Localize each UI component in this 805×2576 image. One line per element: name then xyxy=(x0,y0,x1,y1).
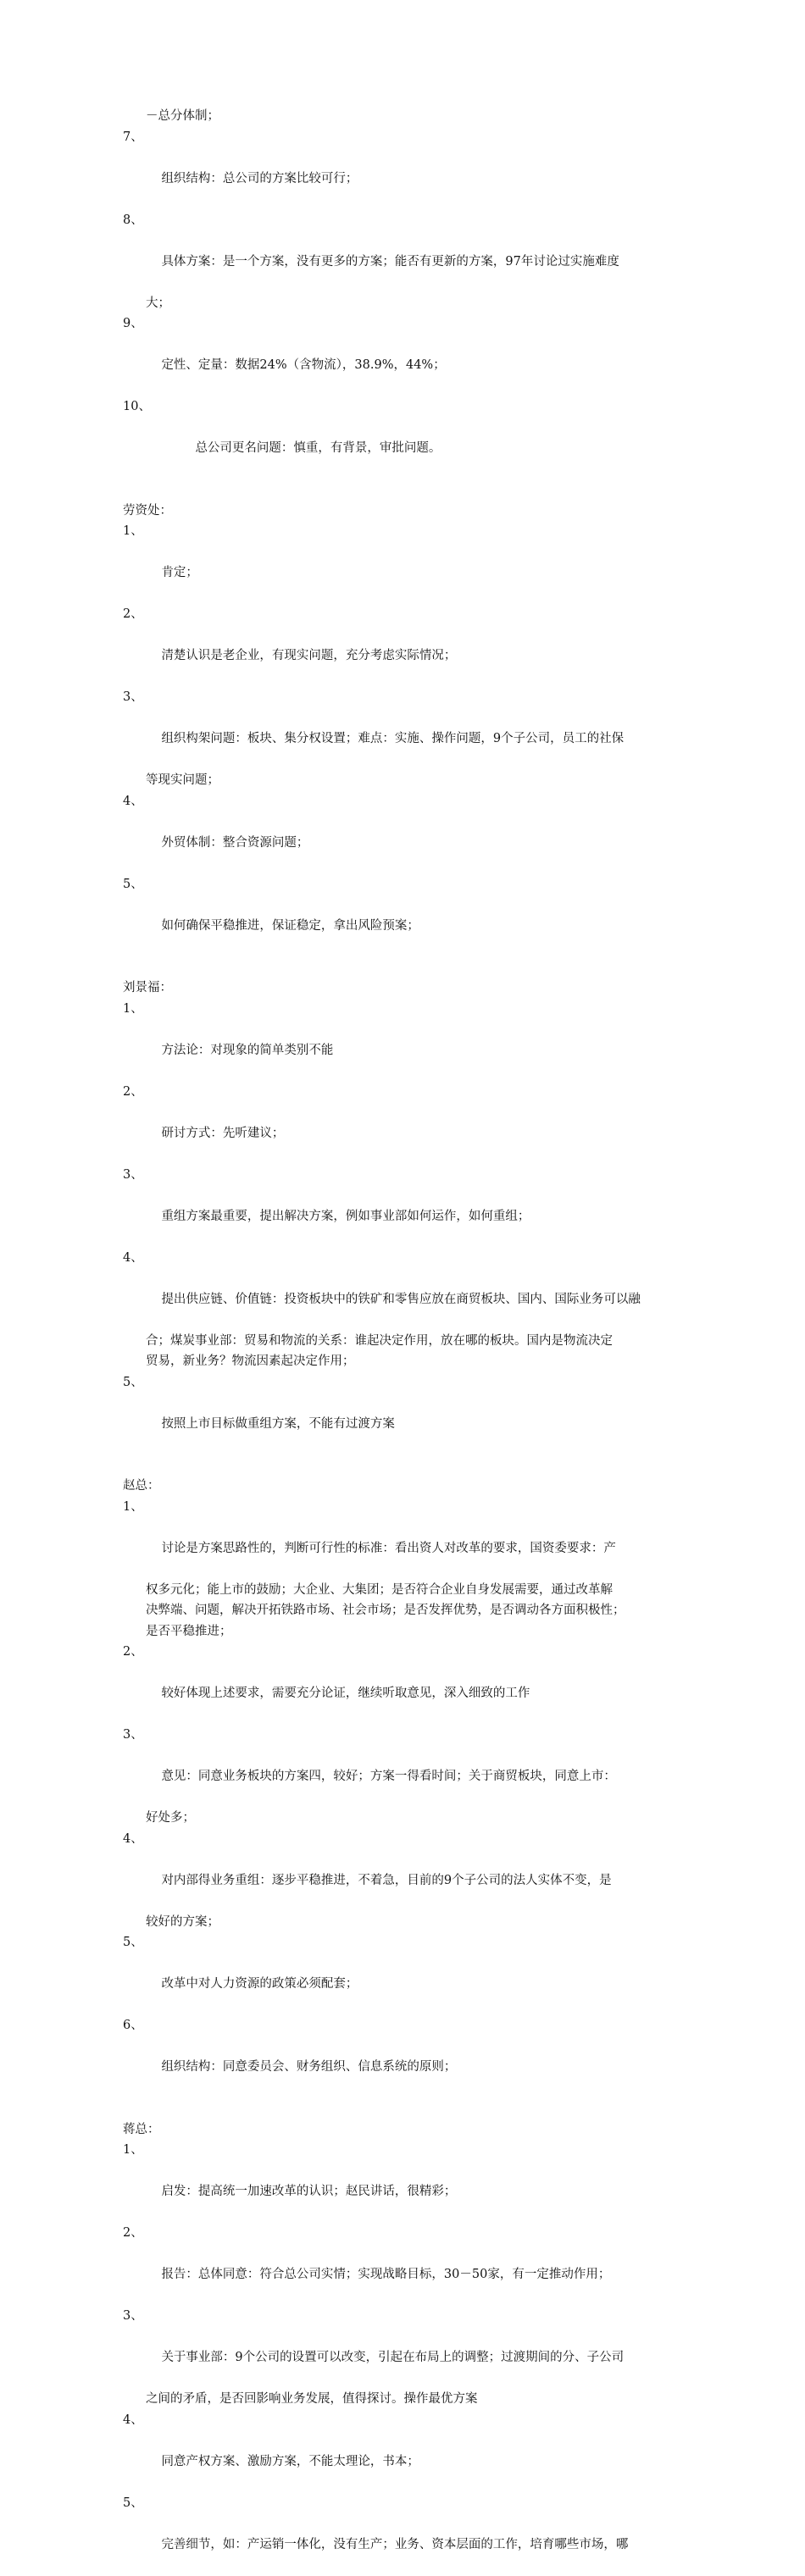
item-number: 2、 xyxy=(123,607,143,621)
item-number: 2、 xyxy=(123,1645,143,1659)
list-item xyxy=(123,1248,692,1331)
item-text: 对内部得业务重组：逐步平稳推进，不着急，目前的9个子公司的法人实体不变，是 xyxy=(161,1873,612,1887)
item-continuation: 之间的矛盾，是否回影响业务发展，值得探讨。操作最优方案 xyxy=(146,2392,478,2406)
item-continuation: 好处多； xyxy=(146,1811,195,1825)
section-heading: 蒋总： xyxy=(123,2122,160,2136)
item-number: 3、 xyxy=(123,690,143,704)
list-item xyxy=(123,2410,692,2493)
item-number: 10、 xyxy=(123,400,151,413)
item-continuation: 较好的方案； xyxy=(146,1914,219,1929)
item-number: 4、 xyxy=(123,2413,143,2427)
item-text: 研讨方式：先听建议； xyxy=(161,1126,285,1140)
item-text: 组织结构：总公司的方案比较可行； xyxy=(161,171,358,186)
section-heading: 赵总： xyxy=(123,1479,160,1493)
item-number: 4、 xyxy=(123,1250,143,1265)
item-text: 按照上市目标做重组方案，不能有过渡方案 xyxy=(161,1416,395,1431)
list-item xyxy=(123,604,692,687)
item-text: 同意产权方案、激励方案，不能太理论，书本； xyxy=(161,2454,419,2468)
intro-continuation: －总分体制； xyxy=(146,109,219,123)
list-item xyxy=(123,1725,692,1808)
item-number: 2、 xyxy=(123,2226,143,2240)
item-number: 5、 xyxy=(123,877,143,891)
item-text: 关于事业部：9个公司的设置可以改变，引起在布局上的调整；过渡期间的分、子公司 xyxy=(161,2351,625,2364)
item-number: 3、 xyxy=(123,2309,143,2323)
list-item xyxy=(123,2140,692,2223)
item-text: 外贸体制：整合资源问题； xyxy=(161,835,309,850)
item-text: 较好体现上述要求，需要充分论证，继续听取意见，深入细致的工作 xyxy=(161,1687,530,1700)
item-continuation: 决弊端、问题，解决开拓铁路市场、社会市场；是否发挥优势，是否调动各方面积极性； xyxy=(146,1604,625,1617)
list-item xyxy=(123,2493,692,2576)
section-heading: 刘景福： xyxy=(123,981,172,994)
list-item xyxy=(123,396,692,479)
document-body xyxy=(123,106,692,2576)
item-continuation: 贸易，新业务？物流因素起决定作用； xyxy=(146,1354,355,1368)
item-text: 清楚认识是老企业，有现实问题，充分考虑实际情况； xyxy=(161,649,457,662)
item-number: 5、 xyxy=(123,2496,143,2510)
item-continuation: 合；煤炭事业部：贸易和物流的关系：谁起决定作用，放在哪的板块。国内是物流决定 xyxy=(146,1333,613,1348)
list-item xyxy=(123,1165,692,1248)
list-item xyxy=(123,999,692,1082)
item-text: 意见：同意业务板块的方案四，较好；方案一得看时间；关于商贸板块，同意上市： xyxy=(161,1770,616,1783)
list-item xyxy=(123,791,692,874)
item-number: 5、 xyxy=(123,1936,143,1949)
item-text: 如何确保平稳推进，保证稳定，拿出风险预案； xyxy=(161,918,419,933)
list-item xyxy=(123,127,692,210)
item-number: 5、 xyxy=(123,1375,143,1389)
item-number: 9、 xyxy=(123,317,143,330)
list-item xyxy=(123,1829,692,1912)
item-text: 肯定； xyxy=(161,566,198,579)
item-number: 1、 xyxy=(123,1001,143,1016)
item-text: 具体方案：是一个方案，没有更多的方案；能否有更新的方案，97年讨论过实施难度 xyxy=(161,254,619,269)
item-number: 1、 xyxy=(123,1499,143,1514)
item-number: 7、 xyxy=(123,130,143,144)
item-text: 方法论：对现象的简单类别不能 xyxy=(161,1043,334,1057)
item-continuation: 等现实问题； xyxy=(146,773,219,787)
list-item xyxy=(123,210,692,293)
item-text: 讨论是方案思路性的，判断可行性的标准：看出资人对改革的要求，国资委要求：产 xyxy=(161,1541,616,1555)
item-text: 重组方案最重要，提出解决方案，例如事业部如何运作，如何重组； xyxy=(161,1209,530,1223)
section-heading: 劳资处： xyxy=(123,503,172,518)
item-number: 3、 xyxy=(123,1728,143,1742)
item-number: 1、 xyxy=(123,524,143,538)
list-item xyxy=(123,687,692,770)
item-number: 8、 xyxy=(123,213,143,227)
list-item xyxy=(123,2015,692,2098)
item-text: 总公司更名问题：慎重，有背景，审批问题。 xyxy=(195,441,441,455)
item-continuation: 是否平稳推进； xyxy=(146,1624,232,1638)
item-number: 6、 xyxy=(123,2019,143,2032)
item-number: 4、 xyxy=(123,794,143,808)
list-item xyxy=(123,1497,692,1580)
list-item xyxy=(123,2223,692,2306)
item-text: 启发：提高统一加速改革的认识；赵民讲话，很精彩； xyxy=(161,2185,457,2198)
item-number: 2、 xyxy=(123,1084,143,1099)
item-text: 定性、定量：数据24%（含物流），38.9%，44%； xyxy=(161,358,446,372)
item-number: 4、 xyxy=(123,1831,143,1846)
list-item xyxy=(123,313,692,396)
item-text: 提出供应链、价值链：投资板块中的铁矿和零售应放在商贸板块、国内、国际业务可以融 xyxy=(161,1292,641,1306)
list-item xyxy=(123,1372,692,1455)
item-text: 完善细节，如：产运销一体化，没有生产；业务、资本层面的工作，培育哪些市场，哪 xyxy=(161,2537,629,2551)
item-continuation: 权多元化；能上市的鼓励；大企业、大集团；是否符合企业自身发展需要，通过改革解 xyxy=(146,1582,613,1597)
list-item xyxy=(123,874,692,957)
item-text: 组织结构：同意委员会、财务组织、信息系统的原则； xyxy=(161,2060,457,2074)
item-continuation: 大； xyxy=(146,296,170,310)
list-item xyxy=(123,1082,692,1165)
item-text: 报告：总体同意：符合总公司实情；实现战略目标，30－50家，有一定推动作用； xyxy=(161,2268,611,2281)
list-item xyxy=(123,521,692,604)
list-item xyxy=(123,2306,692,2389)
item-number: 3、 xyxy=(123,1167,143,1182)
item-text: 组织构架问题：板块、集分权设置；难点：实施、操作问题，9个子公司，员工的社保 xyxy=(161,732,625,745)
list-item xyxy=(123,1642,692,1725)
item-number: 1、 xyxy=(123,2143,143,2157)
item-text: 改革中对人力资源的政策必须配套； xyxy=(161,1977,358,1991)
list-item xyxy=(123,1932,692,2015)
